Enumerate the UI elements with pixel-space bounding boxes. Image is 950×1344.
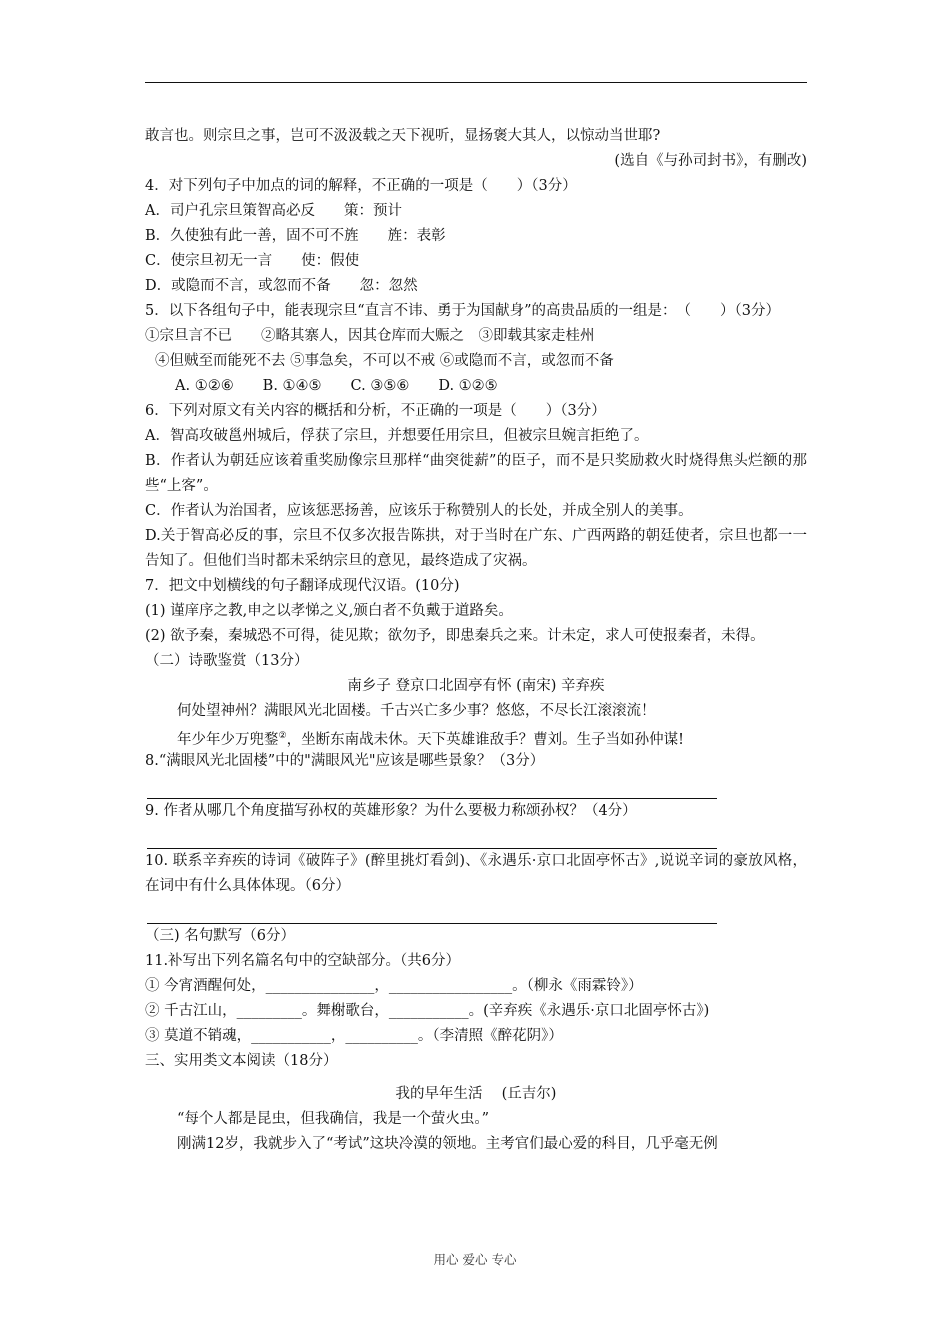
question-9: 9. 作者从哪几个角度描写孙权的英雄形象？为什么要极力称颂孙权？（4分）: [145, 803, 637, 819]
source-citation: (选自《与孙司封书》，有删改): [614, 153, 807, 169]
option-c: C．作者认为治国者，应该惩恶扬善，应该乐于称赞别人的长处，并成全别人的美事。: [145, 503, 693, 519]
option-d: D．或隐而不言，或忽而不备 忽：忽然: [145, 278, 418, 294]
text-line: 敢言也。则宗旦之事，岂可不汲汲载之天下视听，显扬褒大其人，以惊动当世耶?: [145, 128, 661, 144]
fill-blank-1: ① 今宵酒醒何处，_______________，_________________。（柳永《雨霖铃》）: [145, 978, 643, 994]
poem-verse-2: [145, 724, 807, 749]
spacer: [145, 1074, 807, 1082]
answer-line[interactable]: [145, 824, 807, 849]
poem-title: 南乡子 登京口北固亭有怀 (南宋) 辛弃疾: [347, 678, 605, 694]
verse-text: ，坐断东南战未休。天下英雄谁敌手？曹刘。生子当如孙仲谋!: [286, 731, 684, 748]
answer-blank[interactable]: [147, 830, 717, 849]
q5-sentences-2: ④但贼至而能死不去 ⑤事急矣，不可以不戒 ⑥或隐而不言，或忽而不备: [155, 353, 614, 369]
fill-blank-2: ② 千古江山，_________。舞榭歌台，___________。(辛弃疾《永遇乐·京口北固亭怀古》): [145, 1003, 710, 1019]
question-8: 8.“满眼风光北固楼”中的"满眼风光"应该是哪些景象？（3分）: [145, 753, 545, 769]
option-a: A．司户孔宗旦策智高必反 策：预计: [145, 203, 402, 219]
question-4: 4．对下列句子中加点的词的解释，不正确的一项是（ ）（3分）: [145, 178, 577, 194]
q5-sentences-1: ①宗旦言不已 ②略其寨人，因其仓库而大赈之 ③即载其家走桂州: [145, 328, 595, 344]
q7-sentence-2: (2) 欲予秦，秦城恐不可得，徒见欺；欲勿予，即患秦兵之来。计未定，求人可使报秦者，未得。: [145, 628, 765, 644]
question-6: 6．下列对原文有关内容的概括和分析，不正确的一项是（ ）（3分）: [145, 403, 606, 419]
question-5: 5．以下各组句子中，能表现宗旦“直言不讳、勇于为国献身”的高贵品质的一组是： （ ）（3分）: [145, 303, 781, 319]
q7-sentence-1: (1) 谨庠序之教,申之以孝悌之义,颁白者不负戴于道路矣。: [145, 603, 513, 619]
article-title: 我的早年生活 (丘吉尔): [395, 1086, 557, 1102]
section-heading-reading: 三、实用类文本阅读（18分）: [145, 1053, 338, 1069]
answer-line[interactable]: [145, 774, 807, 799]
q5-options: A. ①②⑥ B. ①④⑤ C. ③⑤⑥ D. ①②⑤: [175, 378, 498, 394]
option-b: B．作者认为朝廷应该着重奖励像宗旦那样“曲突徙薪”的臣子，而不是只奖励救火时烧得焦头烂额的那些“上客”。: [145, 453, 807, 494]
section-heading-poetry: （二）诗歌鉴赏（13分）: [145, 653, 309, 669]
answer-blank[interactable]: [147, 780, 717, 799]
page-footer: 用心 爱心 专心: [433, 1252, 517, 1267]
article-paragraph: “每个人都是昆虫，但我确信，我是一个萤火虫。”: [177, 1111, 490, 1127]
verse-text: 年少年少万兜鍪: [177, 731, 279, 748]
question-11: 11.补写出下列名篇名句中的空缺部分。（共6分）: [145, 953, 461, 969]
footnote-marker: ②: [278, 731, 287, 741]
option-c: C．使宗旦初无一言 使：假使: [145, 253, 360, 269]
section-heading-dictation: （三) 名句默写（6分）: [145, 928, 295, 944]
answer-blank[interactable]: [147, 905, 717, 924]
option-d: D.关于智高必反的事，宗旦不仅多次报告陈拱，对于当时在广东、广西两路的朝廷使者，宗旦也都一一告知了。但他们当时都未采纳宗旦的意见，最终造成了灾祸。: [145, 528, 807, 569]
answer-line[interactable]: [145, 899, 807, 924]
fill-blank-3: ③ 莫道不销魂，___________，__________。（李清照《醉花阴》）: [145, 1028, 563, 1044]
poem-verse-1: 何处望神州？满眼风光北固楼。千古兴亡多少事？悠悠，不尽长江滚滚流！: [177, 703, 656, 719]
question-10: 10. 联系辛弃疾的诗词《破阵子》(醉里挑灯看剑)、《永遇乐·京口北固亭怀古》,说说辛词的豪放风格，在词中有什么具体体现。（6分）: [145, 853, 807, 894]
option-a: A．智高攻破邕州城后，俘获了宗旦，并想要任用宗旦，但被宗旦婉言拒绝了。: [145, 428, 649, 444]
question-7: 7．把文中划横线的句子翻译成现代汉语。(10分): [145, 578, 460, 594]
header-rule: [145, 82, 807, 83]
article-paragraph: 刚满12岁，我就步入了“考试”这块冷漠的领地。主考官们最心爱的科目，几乎毫无例: [177, 1136, 718, 1152]
option-b: B．久使独有此一善，固不可不旌 旌：表彰: [145, 228, 446, 244]
document-body: [145, 124, 807, 1157]
